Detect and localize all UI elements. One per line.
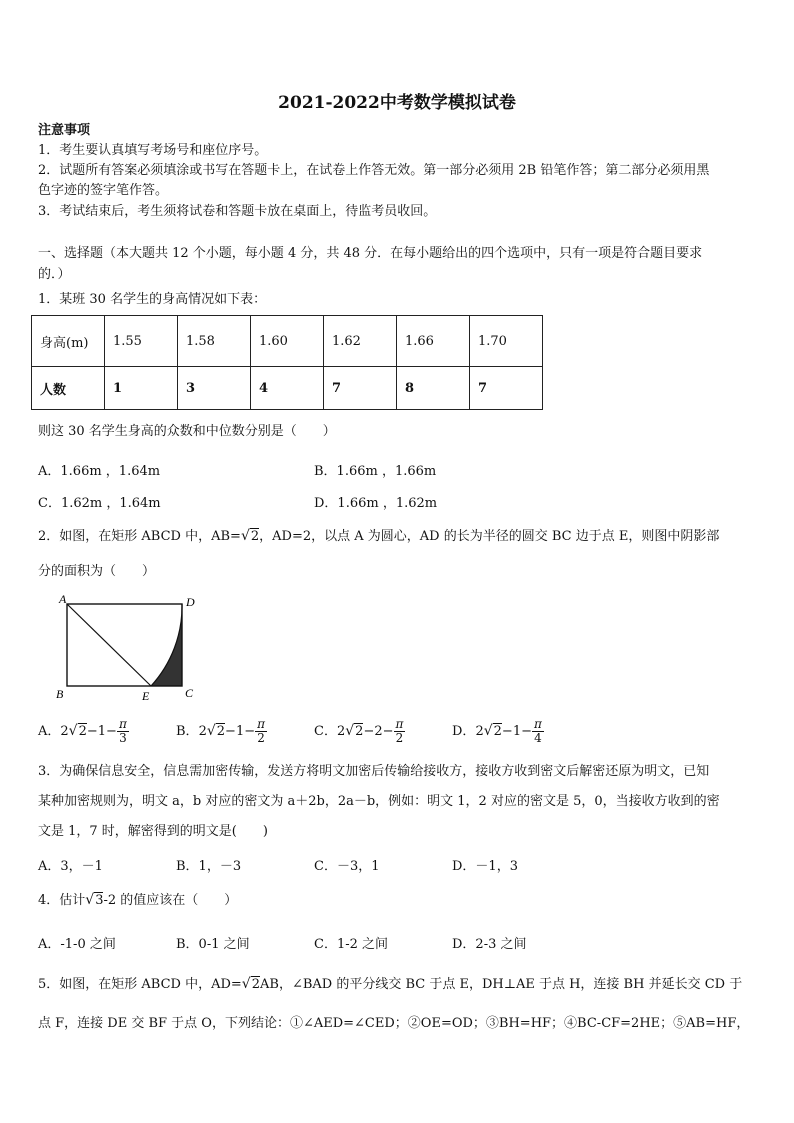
q5-stem-radicand: 2 <box>251 977 260 992</box>
q3-option-d: D．－1，3 <box>452 859 518 874</box>
q2-stem-post: ，AD=2，以点 A 为圆心，AD 的长为半径的圆交 BC 边于点 E，则图中阴影部 <box>259 529 720 544</box>
sqrt-icon: √ <box>241 976 251 992</box>
option-int: 2 <box>336 724 346 739</box>
q2-option-c <box>314 718 405 745</box>
fraction-numerator: π <box>533 717 542 731</box>
q1-option-b: B．1.66m ，1.66m <box>314 464 437 479</box>
option-label: A． <box>38 724 61 739</box>
label-b: B <box>56 687 64 701</box>
q4-stem-radicand: 3 <box>95 893 104 908</box>
table-cell: 1.70 <box>470 316 543 367</box>
table-cell: 1.58 <box>178 316 251 367</box>
sqrt-icon: √ <box>483 723 493 739</box>
notice-item-2: 2．试题所有答案必须填涂或书写在答题卡上，在试卷上作答无效。第一部分必须用 2B 铅笔作答；第二部分必须用黑 <box>38 163 710 178</box>
label-c: C <box>185 686 194 700</box>
table-cell: 1 <box>105 367 178 410</box>
q4-stem-pre: 4．估计 <box>38 893 86 908</box>
option-int: 2 <box>198 724 207 739</box>
segment-ae <box>67 604 151 686</box>
q1-option-c: C．1.62m ，1.64m <box>38 496 161 511</box>
sqrt-icon: √ <box>240 528 250 544</box>
table-cell: 1.66 <box>397 316 470 367</box>
table-row <box>32 316 543 367</box>
option-fraction <box>532 718 544 745</box>
table-row <box>32 367 543 410</box>
option-radicand: 2 <box>78 724 87 739</box>
q4-option-c: C．1-2 之间 <box>314 937 389 952</box>
sqrt-icon: √ <box>345 723 355 739</box>
section-heading: 一、选择题（本大题共 12 个小题，每小题 4 分，共 48 分．在每小题给出的四个选项中，只有一项是符合题目要求 <box>38 246 703 261</box>
q3-option-a: A．3，－1 <box>38 859 103 874</box>
q3-option-c: C．－3，1 <box>314 859 380 874</box>
notice-item-2-cont: 色字迹的签字笔作答。 <box>38 183 169 198</box>
height-table <box>31 315 543 410</box>
fraction-numerator: π <box>118 717 127 731</box>
option-mid: −2− <box>363 724 394 739</box>
fraction-numerator: π <box>257 717 265 731</box>
q4-stem-post: -2 的值应该在（ ） <box>103 893 238 908</box>
q2-stem-radicand: 2 <box>250 529 260 544</box>
option-label: B． <box>176 724 199 739</box>
table-cell: 8 <box>397 367 470 410</box>
notice-item-3: 3．考试结束后，考生须将试卷和答题卡放在桌面上，待监考员收回。 <box>38 204 437 219</box>
q4-stem <box>38 891 237 910</box>
q3-option-b: B．1，－3 <box>176 859 242 874</box>
option-label: C． <box>314 724 337 739</box>
q3-stem-3: 文是 1，7 时，解密得到的明文是( ) <box>38 824 268 839</box>
sqrt-icon: √ <box>206 723 216 739</box>
page-title: 2021-2022中考数学模拟试卷 <box>278 93 516 113</box>
option-int: 2 <box>60 724 69 739</box>
q1-question: 则这 30 名学生身高的众数和中位数分别是（ ） <box>38 424 336 439</box>
notice-heading: 注意事项 <box>38 123 91 138</box>
q4-option-d: D．2-3 之间 <box>452 937 527 952</box>
table-cell: 1.55 <box>105 316 178 367</box>
fraction-denominator: 4 <box>534 731 542 745</box>
option-mid: −1− <box>86 724 117 739</box>
table-header-height: 身高(m) <box>32 316 105 367</box>
fraction-denominator: 3 <box>119 731 127 745</box>
option-label: D． <box>452 724 476 739</box>
table-cell: 1.62 <box>324 316 397 367</box>
q5-stem-cont: 点 F，连接 DE 交 BF 于点 O，下列结论：①∠AED=∠CED；②OE=OD；③BH=HF；④BC-CF=2HE；⑤AB=HF， <box>38 1016 750 1031</box>
option-fraction <box>394 718 406 745</box>
q2-option-a <box>38 718 129 745</box>
label-d: D <box>186 595 195 609</box>
q5-stem-pre: 5．如图，在矩形 ABCD 中，AD= <box>38 977 242 992</box>
option-fraction <box>117 718 129 745</box>
q2-option-b <box>176 718 267 745</box>
option-mid: −1− <box>501 724 532 739</box>
option-int: 2 <box>475 724 484 739</box>
q2-option-d <box>452 718 544 745</box>
table-cell: 7 <box>470 367 543 410</box>
table-cell: 7 <box>324 367 397 410</box>
option-mid: −1− <box>225 724 256 739</box>
q3-stem-1: 3．为确保信息安全，信息需加密传输，发送方将明文加密后传输给接收方，接收方收到密文后解密还原为明文，已知 <box>38 764 710 779</box>
q2-stem <box>38 527 719 546</box>
q4-option-a: A．-1-0 之间 <box>38 937 116 952</box>
fraction-denominator: 2 <box>257 731 265 745</box>
q2-stem-pre: 2．如图，在矩形 ABCD 中，AB= <box>38 529 241 544</box>
q1-option-a: A．1.66m ，1.64m <box>38 464 161 479</box>
q4-option-b: B．0-1 之间 <box>176 937 250 952</box>
q1-stem: 1．某班 30 名学生的身高情况如下表： <box>38 292 267 307</box>
option-fraction <box>255 718 267 745</box>
sqrt-icon: √ <box>68 723 78 739</box>
option-radicand: 2 <box>355 724 364 739</box>
q3-stem-2: 某种加密规则为，明文 a，b 对应的密文为 a＋2b，2a－b，例如：明文 1，2 对应的密文是 5，0，当接收方收到的密 <box>38 794 720 809</box>
q5-stem <box>38 975 742 994</box>
table-cell: 4 <box>251 367 324 410</box>
table-header-count: 人数 <box>32 367 105 410</box>
sqrt-icon: √ <box>85 892 95 908</box>
option-radicand: 2 <box>216 724 226 739</box>
q1-option-d: D．1.66m ，1.62m <box>314 496 438 511</box>
table-cell: 3 <box>178 367 251 410</box>
shaded-region <box>151 604 182 686</box>
q5-stem-post: AB，∠BAD 的平分线交 BC 于点 E，DH⊥AE 于点 H，连接 BH 并延长交 CD 于 <box>260 977 743 992</box>
notice-item-1: 1．考生要认真填写考场号和座位序号。 <box>38 143 268 158</box>
fraction-numerator: π <box>395 717 404 731</box>
label-a: A <box>59 592 67 606</box>
label-e: E <box>142 689 150 702</box>
option-radicand: 2 <box>493 724 502 739</box>
fraction-denominator: 2 <box>395 731 404 745</box>
q2-stem-cont: 分的面积为（ ） <box>38 564 156 579</box>
rectangle-figure <box>50 590 210 702</box>
section-heading-cont: 的．） <box>38 267 71 282</box>
table-cell: 1.60 <box>251 316 324 367</box>
